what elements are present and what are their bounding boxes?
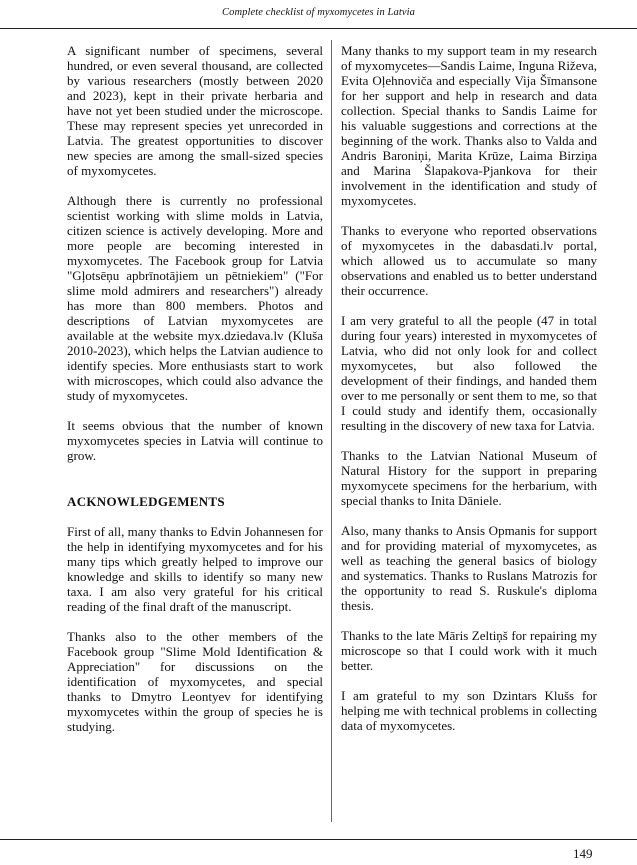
paragraph-ack-collectors: I am very grateful to all the people (47 in total during four years) interested in myxomycetes of Latvia, who did not only look for and collect myxomycetes, but also followed the development of their findings, and handed them over to me personally or sent them to me, so that I could study and identify them, occasionally resulting in the discovery of new taxa for Latvia. (341, 313, 597, 433)
paragraph-species-growth: It seems obvious that the number of known myxomycetes species in Latvia will continue to grow. (67, 418, 323, 463)
paragraph-ack-facebook-group: Thanks also to the other members of the Facebook group "Slime Mold Identification & Appreciation" for discussions on the identification of myxomycetes, and special thanks to Dmytro Leontyev for identifying myxomycetes within the group of species he is studying. (67, 629, 323, 734)
paragraph-ack-museum: Thanks to the Latvian National Museum of Natural History for the support in preparing myxomycete specimens for the herbarium, with special thanks to Inita Dāniele. (341, 448, 597, 508)
paragraph-ack-support-team: Many thanks to my support team in my research of myxomycetes—Sandis Laime, Inguna Riževa, Evita Oļehnoviča and especially Vija Šīmansone for her support and help in research and data collection. Special thanks to Sandis Laime for his valuable suggestions and corrections at the beginning of the work. Thanks also to Valda and Andris Baroniņi, Marita Krūze, Laima Birziņa and Marina Šlapakova-Pjankova for their involvement in the identification and study of myxomycetes. (341, 43, 597, 208)
header-rule (0, 28, 637, 29)
paragraph-citizen-science: Although there is currently no professional scientist working with slime molds in Latvia, citizen science is actively developing. More and more people are becoming interested in myxomycetes. The Facebook group for Latvia "Gļotsēņu apbrīnotājiem un pētniekiem" ("For slime mold admirers and researchers") already has more than 800 members. Photos and descriptions of Latvian myxomycetes are available at the website myx.dziedava.lv (Kluša 2010-2023), which helps the Latvian audience to identify species. More enthusiasts start to work with microscopes, which could also advance the study of myxomycetes. (67, 193, 323, 403)
left-column (67, 43, 323, 749)
paragraph-ack-zeltins: Thanks to the late Māris Zeltiņš for repairing my microscope so that I could work with it much better. (341, 628, 597, 673)
running-header: Complete checklist of myxomycetes in Latvia (222, 7, 415, 18)
paragraph-ack-dabasdati: Thanks to everyone who reported observations of myxomycetes in the dabasdati.lv portal, which allowed us to accumulate so many observations and enabled us to better understand their occurrence. (341, 223, 597, 298)
page-number: 149 (573, 846, 593, 861)
footer-rule (0, 839, 637, 840)
paragraph-ack-kluss: I am grateful to my son Dzintars Klušs for helping me with technical problems in collecting data of myxomycetes. (341, 688, 597, 733)
paragraph-ack-johannesen: First of all, many thanks to Edvin Johannesen for the help in identifying myxomycetes and for his many tips which greatly helped to improve our knowledge and skills to identify so many new taxa. I am also very grateful for his critical reading of the final draft of the manuscript. (67, 524, 323, 614)
paragraph-ack-opmanis: Also, many thanks to Ansis Opmanis for support and for providing material of myxomycetes, as well as teaching the general basics of biology and systematics. Thanks to Ruslans Matrozis for the opportunity to read S. Ruskule's diploma thesis. (341, 523, 597, 613)
paragraph-unstudied-specimens: A significant number of specimens, several hundred, or even several thousand, are collected by various researchers (mostly between 2020 and 2023), kept in their private herbaria and have not yet been studied under the microscope. These may represent species yet unrecorded in Latvia. The greatest opportunities to discover new species are among the small-sized species of myxomycetes. (67, 43, 323, 178)
acknowledgements-heading: ACKNOWLEDGEMENTS (67, 494, 225, 509)
right-column (341, 43, 597, 748)
column-divider (331, 40, 332, 822)
